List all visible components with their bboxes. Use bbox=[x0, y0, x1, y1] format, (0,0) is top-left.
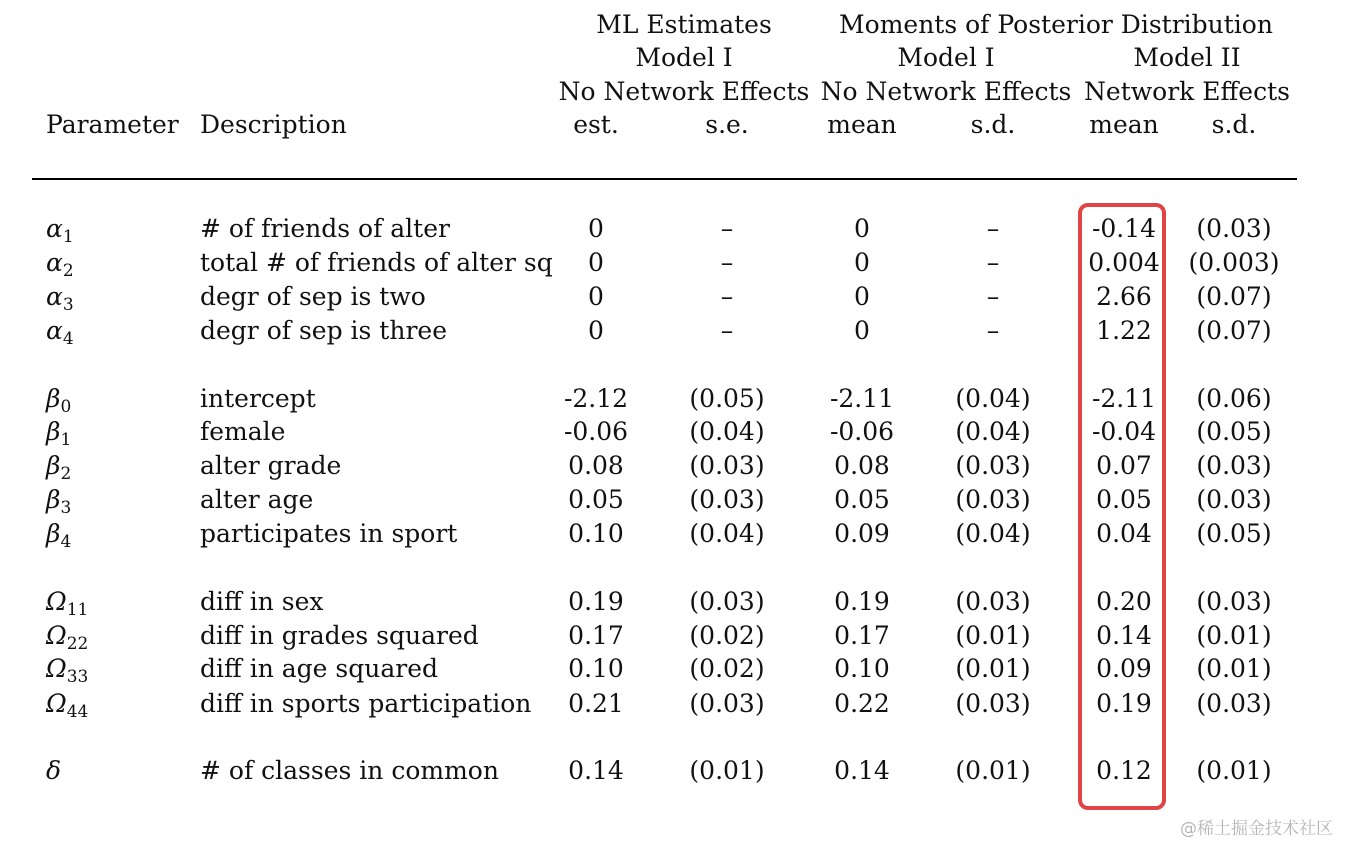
param-subscript: 22 bbox=[66, 634, 89, 654]
param-description: diff in grades squared bbox=[200, 621, 479, 650]
param-description: diff in sports participation bbox=[200, 689, 532, 718]
param-description: diff in age squared bbox=[200, 654, 438, 683]
header-sub-mean1: mean bbox=[827, 110, 897, 139]
param-letter: α bbox=[46, 316, 63, 345]
cell-sd2: (0.01) bbox=[1196, 621, 1272, 650]
cell-mean1: 0.09 bbox=[834, 519, 890, 548]
param-description: intercept bbox=[200, 384, 316, 413]
header-sub-se: s.e. bbox=[705, 110, 749, 139]
cell-sd1: (0.01) bbox=[955, 654, 1031, 683]
param-description: alter age bbox=[200, 485, 314, 514]
cell-mean2: 0.004 bbox=[1088, 248, 1160, 277]
cell-mean1: 0.08 bbox=[834, 451, 890, 480]
cell-mean1: 0.10 bbox=[834, 654, 890, 683]
cell-mean2: 0.12 bbox=[1096, 756, 1152, 785]
cell-est: -2.12 bbox=[563, 384, 629, 413]
cell-sd2: (0.07) bbox=[1196, 316, 1272, 345]
cell-sd1: (0.03) bbox=[955, 689, 1031, 718]
cell-mean1: 0.14 bbox=[834, 756, 890, 785]
param-description: degr of sep is two bbox=[200, 282, 426, 311]
cell-se: (0.02) bbox=[689, 621, 765, 650]
cell-mean1: -0.06 bbox=[829, 417, 895, 446]
cell-se: (0.03) bbox=[689, 587, 765, 616]
cell-mean2: 0.05 bbox=[1096, 485, 1152, 514]
cell-est: 0 bbox=[588, 214, 604, 243]
header-parameter: Parameter bbox=[46, 110, 179, 139]
cell-est: 0.17 bbox=[568, 621, 624, 650]
param-letter: β bbox=[46, 451, 61, 480]
cell-sd1: (0.01) bbox=[955, 621, 1031, 650]
cell-sd2: (0.03) bbox=[1196, 451, 1272, 480]
param-symbol bbox=[46, 654, 88, 692]
cell-mean2: -2.11 bbox=[1091, 384, 1157, 413]
param-subscript: 1 bbox=[62, 227, 74, 247]
header-sub-sd2: s.d. bbox=[1211, 110, 1257, 139]
param-subscript: 33 bbox=[66, 667, 89, 687]
param-subscript: 3 bbox=[60, 498, 72, 518]
param-subscript: 11 bbox=[66, 600, 89, 620]
param-letter: β bbox=[46, 384, 61, 413]
cell-est: 0.08 bbox=[568, 451, 624, 480]
cell-mean2: -0.04 bbox=[1091, 417, 1157, 446]
watermark: @稀土掘金技术社区 bbox=[1180, 819, 1333, 839]
header-model-post2: Model II bbox=[1133, 43, 1241, 72]
param-description: female bbox=[200, 417, 286, 446]
header-description: Description bbox=[200, 110, 347, 139]
header-model-ml: Model I bbox=[635, 43, 733, 72]
cell-sd2: (0.05) bbox=[1196, 519, 1272, 548]
cell-est: 0.10 bbox=[568, 519, 624, 548]
cell-mean2: 0.07 bbox=[1096, 451, 1152, 480]
param-symbol bbox=[46, 417, 71, 455]
cell-sd2: (0.003) bbox=[1188, 248, 1280, 277]
cell-mean1: 0.19 bbox=[834, 587, 890, 616]
cell-mean1: 0 bbox=[854, 248, 870, 277]
param-letter: Ω bbox=[46, 587, 67, 616]
cell-mean1: 0 bbox=[854, 316, 870, 345]
header-effect-post1: No Network Effects bbox=[820, 77, 1072, 106]
cell-se: (0.03) bbox=[689, 689, 765, 718]
cell-sd1: – bbox=[986, 316, 1000, 345]
param-letter: β bbox=[46, 485, 61, 514]
param-symbol bbox=[46, 282, 74, 320]
cell-mean1: 0 bbox=[854, 214, 870, 243]
param-subscript: 3 bbox=[62, 295, 74, 315]
cell-se: (0.03) bbox=[689, 485, 765, 514]
cell-sd1: (0.04) bbox=[955, 384, 1031, 413]
header-sub-est: est. bbox=[573, 110, 619, 139]
cell-mean2: 0.14 bbox=[1096, 621, 1152, 650]
header-model-post1: Model I bbox=[897, 43, 995, 72]
param-letter: β bbox=[46, 519, 61, 548]
cell-mean1: 0.05 bbox=[834, 485, 890, 514]
param-description: diff in sex bbox=[200, 587, 324, 616]
param-subscript: 44 bbox=[66, 702, 89, 722]
cell-sd2: (0.03) bbox=[1196, 587, 1272, 616]
cell-sd2: (0.01) bbox=[1196, 756, 1272, 785]
cell-sd1: (0.04) bbox=[955, 417, 1031, 446]
cell-se: (0.05) bbox=[689, 384, 765, 413]
param-symbol bbox=[46, 248, 74, 286]
param-letter: Ω bbox=[46, 654, 67, 683]
cell-mean2: 1.22 bbox=[1096, 316, 1152, 345]
param-description: participates in sport bbox=[200, 519, 458, 548]
cell-se: (0.04) bbox=[689, 417, 765, 446]
cell-se: – bbox=[720, 282, 734, 311]
cell-sd2: (0.07) bbox=[1196, 282, 1272, 311]
cell-sd1: (0.03) bbox=[955, 587, 1031, 616]
param-description: # of classes in common bbox=[200, 756, 499, 785]
cell-mean2: 0.20 bbox=[1096, 587, 1152, 616]
cell-est: 0.05 bbox=[568, 485, 624, 514]
header-sub-sd1: s.d. bbox=[970, 110, 1016, 139]
cell-mean2: 2.66 bbox=[1096, 282, 1152, 311]
header-sub-mean2: mean bbox=[1089, 110, 1159, 139]
param-subscript: 0 bbox=[60, 397, 72, 417]
cell-mean2: 0.09 bbox=[1096, 654, 1152, 683]
cell-est: 0 bbox=[588, 282, 604, 311]
cell-sd2: (0.03) bbox=[1196, 689, 1272, 718]
cell-est: 0.21 bbox=[568, 689, 624, 718]
param-letter: α bbox=[46, 214, 63, 243]
header-group-posterior: Moments of Posterior Distribution bbox=[839, 10, 1273, 39]
cell-se: (0.02) bbox=[689, 654, 765, 683]
param-letter: β bbox=[46, 417, 61, 446]
param-description: total # of friends of alter sq bbox=[200, 248, 553, 277]
param-letter: Ω bbox=[46, 689, 67, 718]
param-symbol bbox=[46, 451, 71, 489]
param-symbol bbox=[46, 316, 74, 354]
cell-sd1: – bbox=[986, 282, 1000, 311]
cell-mean2: 0.04 bbox=[1096, 519, 1152, 548]
cell-sd1: – bbox=[986, 214, 1000, 243]
cell-se: (0.04) bbox=[689, 519, 765, 548]
cell-sd2: (0.01) bbox=[1196, 654, 1272, 683]
cell-sd1: (0.03) bbox=[955, 485, 1031, 514]
cell-se: – bbox=[720, 316, 734, 345]
cell-est: 0.19 bbox=[568, 587, 624, 616]
param-subscript: 2 bbox=[62, 261, 74, 281]
param-letter: α bbox=[46, 282, 63, 311]
param-letter: α bbox=[46, 248, 63, 277]
cell-se: – bbox=[720, 248, 734, 277]
cell-mean2: 0.19 bbox=[1096, 689, 1152, 718]
param-symbol bbox=[46, 519, 71, 557]
param-subscript: 2 bbox=[60, 464, 72, 484]
param-letter: δ bbox=[46, 756, 62, 785]
header-group-ml: ML Estimates bbox=[596, 10, 772, 39]
cell-sd1: (0.04) bbox=[955, 519, 1031, 548]
param-symbol bbox=[46, 214, 74, 252]
header-effect-ml: No Network Effects bbox=[558, 77, 810, 106]
cell-mean1: -2.11 bbox=[829, 384, 895, 413]
param-symbol bbox=[46, 485, 71, 523]
cell-sd2: (0.03) bbox=[1196, 485, 1272, 514]
cell-sd2: (0.05) bbox=[1196, 417, 1272, 446]
cell-mean1: 0.22 bbox=[834, 689, 890, 718]
cell-se: (0.01) bbox=[689, 756, 765, 785]
param-description: alter grade bbox=[200, 451, 342, 480]
cell-est: 0.10 bbox=[568, 654, 624, 683]
cell-est: 0 bbox=[588, 316, 604, 345]
cell-sd1: – bbox=[986, 248, 1000, 277]
param-description: # of friends of alter bbox=[200, 214, 450, 243]
param-description: degr of sep is three bbox=[200, 316, 447, 345]
param-symbol bbox=[46, 689, 88, 727]
cell-sd1: (0.03) bbox=[955, 451, 1031, 480]
param-subscript: 1 bbox=[60, 430, 72, 450]
highlight-box bbox=[1078, 203, 1166, 810]
cell-sd2: (0.06) bbox=[1196, 384, 1272, 413]
param-subscript: 4 bbox=[62, 329, 74, 349]
header-effect-post2: Network Effects bbox=[1084, 77, 1290, 106]
cell-sd2: (0.03) bbox=[1196, 214, 1272, 243]
param-letter: Ω bbox=[46, 621, 67, 650]
param-subscript: 4 bbox=[60, 532, 72, 552]
cell-mean1: 0 bbox=[854, 282, 870, 311]
cell-mean1: 0.17 bbox=[834, 621, 890, 650]
cell-est: 0.14 bbox=[568, 756, 624, 785]
cell-sd1: (0.01) bbox=[955, 756, 1031, 785]
cell-se: (0.03) bbox=[689, 451, 765, 480]
cell-est: -0.06 bbox=[563, 417, 629, 446]
param-symbol bbox=[46, 587, 88, 625]
cell-mean2: -0.14 bbox=[1091, 214, 1157, 243]
param-symbol bbox=[46, 756, 61, 794]
cell-se: – bbox=[720, 214, 734, 243]
header-rule bbox=[32, 178, 1297, 180]
cell-est: 0 bbox=[588, 248, 604, 277]
